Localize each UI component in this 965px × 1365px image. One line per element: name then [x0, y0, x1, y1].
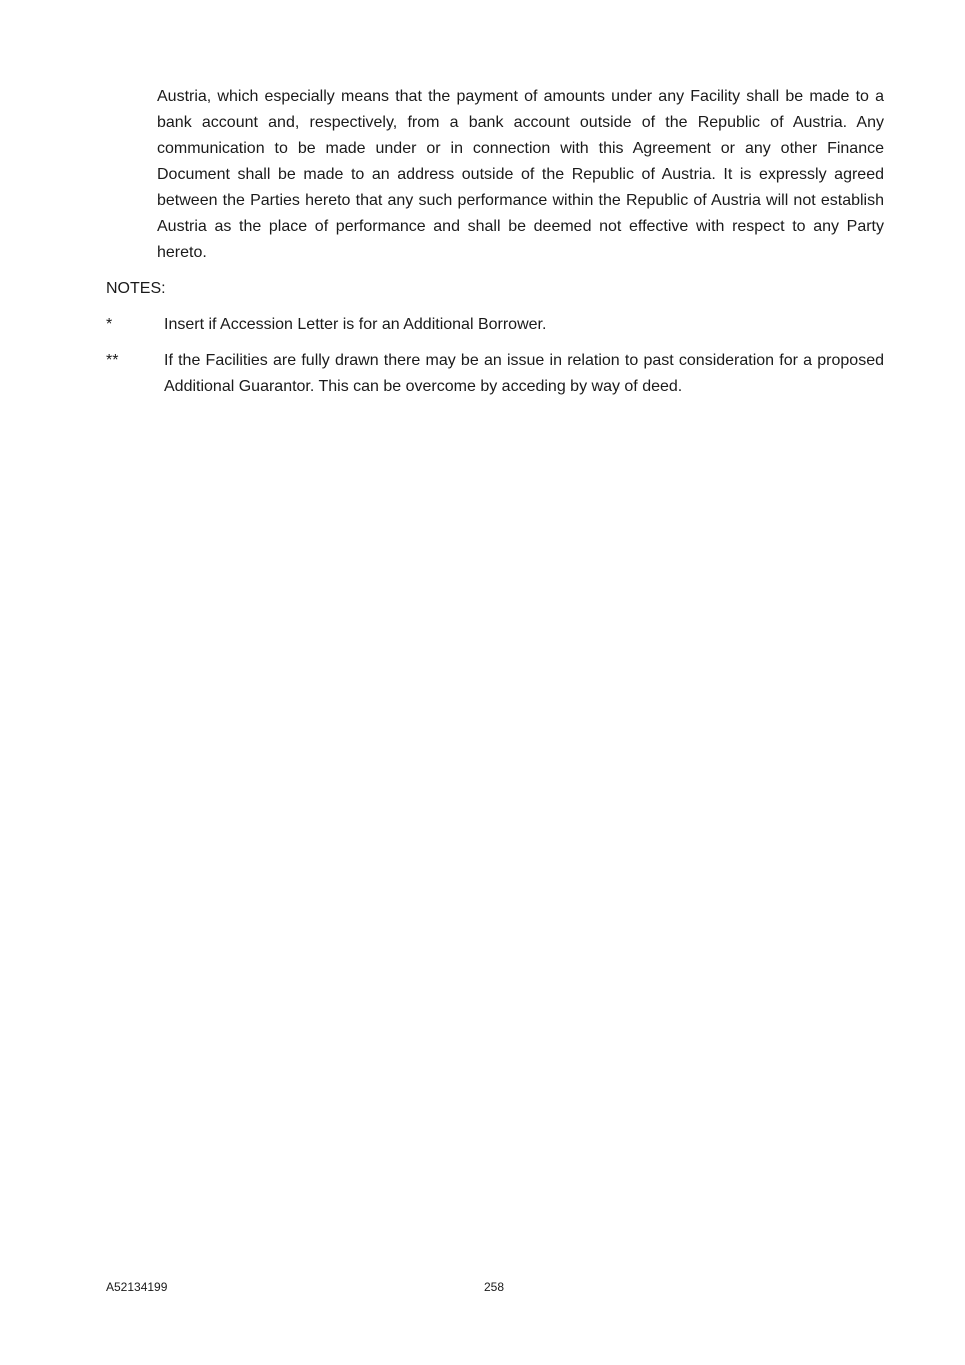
- footer-document-reference: A52134199: [106, 1280, 168, 1294]
- body-paragraph: Austria, which especially means that the payment of amounts under any Facility shall be made to a bank account and, respectively, from a bank account outside of the Republic of Austria. Any communication to be made under or in connection with this Agreement or any other Finance Document shall be made to an address outside of the Republic of Austria. It is expressly agreed between the Parties hereto that any such performance within the Republic of Austria will not establish Austria as the place of performance and shall be deemed not effective with respect to any Party hereto.: [157, 88, 884, 261]
- notes-heading: NOTES:: [106, 280, 166, 297]
- note-marker: *: [106, 316, 113, 333]
- note-text: If the Facilities are fully drawn there may be an issue in relation to past consideration for a proposed Additional Guarantor. This can be overcome by acceding by way of deed.: [164, 352, 884, 395]
- footer-page-number: 258: [484, 1280, 505, 1294]
- note-item: [106, 312, 884, 338]
- note-text: Insert if Accession Letter is for an Additional Borrower.: [164, 316, 547, 333]
- note-item: [106, 348, 884, 400]
- note-marker: **: [106, 352, 119, 369]
